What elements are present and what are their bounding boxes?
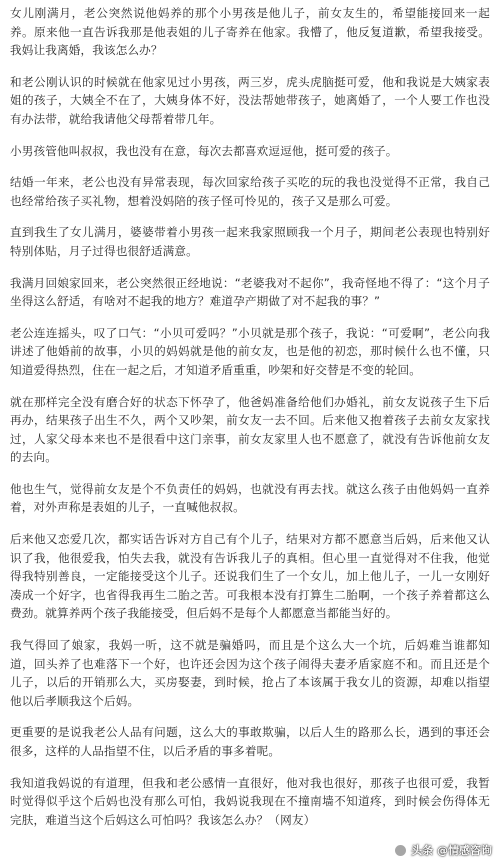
paragraph-10: 后来他又恋爱几次，都实话告诉对方自己有个儿子，结果对方都不愿意当后妈，后来他又认识了我，他很爱我，怕失去我，就没有告诉我儿子的真相。但心里一直觉得对不住我，他觉得我特别善良，一定能接受这个儿子。还说我们生了一个女儿，加上他儿子，一儿一女刚好凑成一个好字，也省得我再生二胎之苦。可我根本没有打算生二胎啊，一个孩子养着都这么费劲。就算养两个孩子我能接受，但后妈不是每个人都愿意当都能当好的。 [10,532,490,621]
paragraph-1: 女儿刚满月，老公突然说他妈养的那个小男孩是他儿子，前女友生的，希望能接回来一起养。原来他一直告诉我那是他表姐的儿子寄养在他家。我懵了，他反复道歉，希望我接受。我妈让我离婚，我该怎么办？ [10,6,490,58]
paragraph-4: 结婚一年来，老公也没有异常表现，每次回家给孩子买吃的玩的我也没觉得不正常，我自己也经常给孩子买礼物，想着没妈陪的孩子怪可怜见的，孩子又是那么可爱。 [10,175,490,208]
paragraph-11: 我气得回了娘家，我妈一听，这不就是骗婚吗，而且是个这么大一个坑，后妈难当谁都知道，回头养了也难落下一个好，也许还会因为这个孩子闹得夫妻矛盾家庭不和。而且还是个儿子，以后的开销那么大，买房娶妻，到时候，抢占了本该属于我女儿的资源，却难以指望他以后孝顺我这个后妈。 [10,638,490,708]
camera-icon [394,844,407,857]
paragraph-12: 更重要的是说我老公人品有问题，这么大的事敢欺骗，以后人生的路那么长，遇到的事还会很多，这样的人品指望不住，以后矛盾的事多着呢。 [10,725,490,758]
paragraph-6: 我满月回娘家回来，老公突然很正经地说：“老婆我对不起你”，我奇怪地不得了：“这个月子坐得这么舒适，有啥对不起我的地方？难道孕产期做了对不起我的事？” [10,275,490,309]
paragraph-8: 就在那样完全没有磨合好的状态下怀孕了，他爸妈准备给他们办婚礼，前女友说孩子生下后再办，结果孩子出生不久，两个又吵架，前女友一去不回。后来他又抱着孩子去前女友家找过，人家父母本来也不是很看中这门亲事，前女友家里人也不愿意了，就没有告诉他前女友的去向。 [10,394,490,465]
paragraph-9: 他也生气，觉得前女友是个不负责任的妈妈，也就没有再去找。就这么孩子由他妈妈一直养着，对外声称是表姐的儿子，一直喊他叔叔。 [10,481,490,515]
paragraph-7: 老公连连摇头，叹了口气：“小贝可爱吗？”小贝就是那个孩子，我说：“可爱啊”，老公向我讲述了他婚前的故事，小贝的妈妈就是他的前女友，也是他的初恋，那时候什么也不懂，只知道爱得热烈，住在一起之后，才知道矛盾重重，吵架和好交替是不变的轮回。 [10,325,490,377]
toutiao-watermark [394,842,492,858]
paragraph-3: 小男孩管他叫叔叔，我也没有在意，每次去都喜欢逗逗他，挺可爱的孩子。 [10,143,398,158]
watermark-text: 头条 @情感咨询 [411,844,492,857]
paragraph-2: 和老公刚认识的时候就在他家见过小男孩，两三岁，虎头虎脑挺可爱，他和我说是大姨家表姐的孩子，大姨全不在了，大姨身体不好，没法帮她带孩子，她离婚了，一个人要工作也没有办法带，就给我请他父母帮着带几年。 [10,74,490,126]
paragraph-13: 我知道我妈说的有道理，但我和老公感情一直很好，他对我也很好，那孩子也很可爱，我暂时觉得似乎这个后妈也没有那么可怕，我妈说我现在不撞南墙不知道疼，到时候会伤得体无完肤，难道当这个后妈这么可怕吗？我该怎么办？（网友） [10,775,490,827]
paragraph-5: 直到我生了女儿满月，婆婆带着小男孩一起来我家照顾我一个月子，期间老公表现也特别好特别体贴，月子过得也很舒适满意。 [10,225,490,258]
